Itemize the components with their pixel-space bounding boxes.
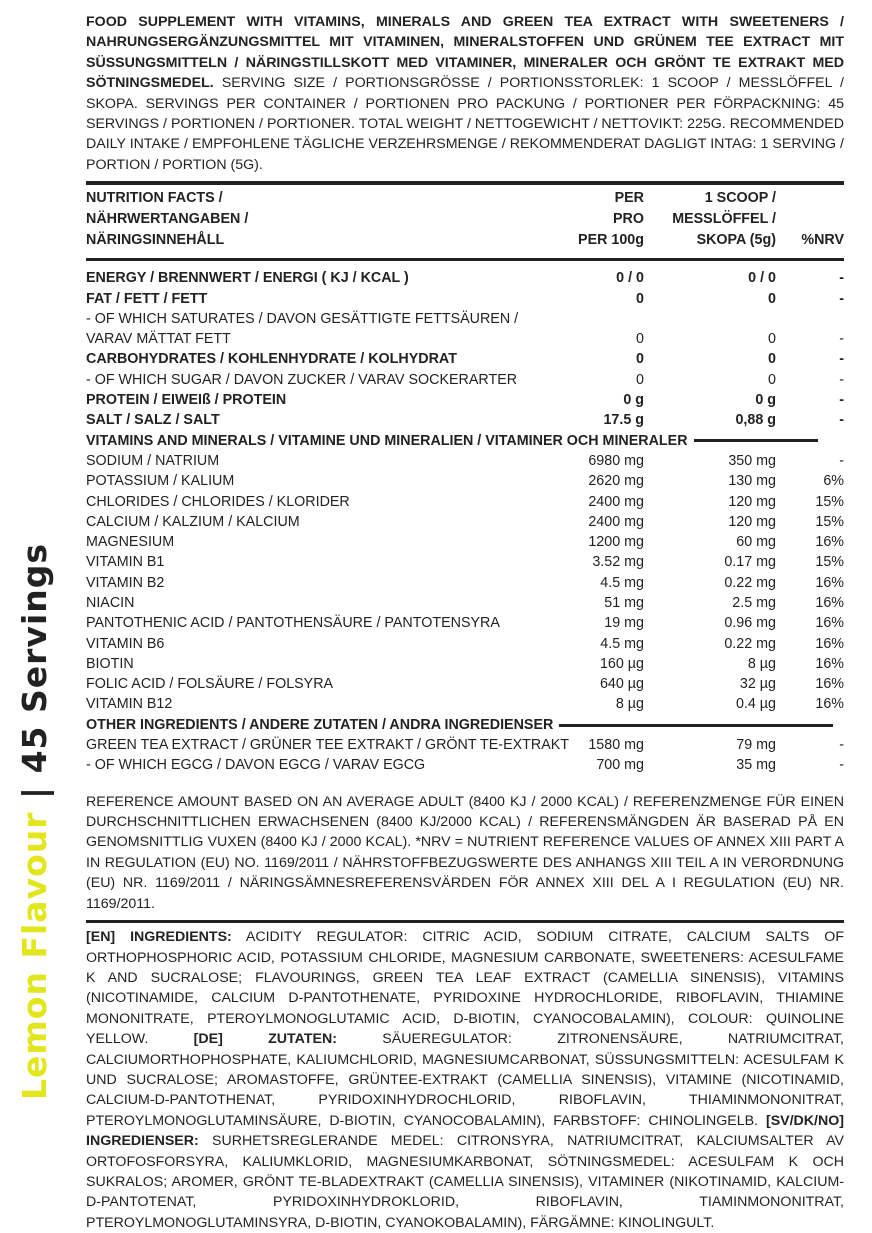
value-nrv: - — [839, 412, 844, 429]
value-per-scoop: 79 mg — [736, 737, 776, 754]
value-per-100g: 0 — [636, 371, 644, 388]
nutrition-row — [86, 634, 844, 654]
section-vitamins-minerals — [86, 431, 844, 451]
ingredients-de-label: [DE] ZUTATEN: — [193, 1031, 337, 1048]
nutrient-name: VITAMIN B1 — [86, 554, 165, 571]
value-per-scoop: 0.17 mg — [724, 554, 776, 571]
nutrient-name: NIACIN — [86, 595, 135, 611]
value-per-100g: 4.5 mg — [600, 635, 644, 652]
nutrition-row — [86, 512, 844, 532]
value-per-100g: 700 mg — [596, 757, 644, 774]
value-per-100g: 19 mg — [604, 615, 644, 632]
nutrient-name: FOLIC ACID / FOLSÄURE / FOLSYRA — [86, 676, 334, 693]
header-nutrition-facts: NUTRITION FACTS / NÄHRWERTANGABEN / NÄRINGSINNEHÅLL — [86, 190, 249, 249]
value-per-100g: 0 — [636, 290, 644, 307]
value-nrv: 6% — [823, 473, 844, 490]
value-per-scoop: 0,88 g — [735, 412, 776, 429]
value-nrv: - — [839, 757, 844, 774]
nutrient-name: ENERGY / BRENNWERT / ENERGI ( KJ / KCAL ) — [86, 260, 576, 289]
nutrient-name: - OF WHICH EGCG / DAVON EGCG / VARAV EGCG — [86, 757, 426, 774]
ingredients-sv: SURHETSREGLERANDE MEDEL: CITRONSYRA, NATRIUMCITRAT, KALCIUMSALTER AV ORTOFOSFORSYRA, KALIUMKLORID, MAGNESIUMKARBONAT, SÖTNINGSMEDEL: ACESULFAM K OCH SUKRALOS; AROMER, GRÖNT TE-BLADEXTRAKT (CAMELLIA SINENSIS), VITAMINER (NIKOTINAMID, KALCIUM-D-PANTOTENAT, PYRIDOXINHYDROKLORID, RIBOFLAVIN, TIAMINMONONITRAT, PTEROYLMONOGLUTAMINSYRA, D-BIOTIN, CYANOKOBALAMIN), FÄRGÄMNE: KINOLINGULT. — [86, 1133, 844, 1231]
nutrition-row — [86, 410, 844, 430]
nutrition-row — [86, 492, 844, 512]
header-nrv: %NRV — [801, 232, 844, 249]
nutrition-row — [86, 260, 844, 289]
value-per-scoop: 0 g — [755, 392, 776, 409]
nutrition-row — [86, 613, 844, 633]
side-separator: | — [15, 785, 54, 799]
nutrient-name: - OF WHICH SUGAR / DAVON ZUCKER / VARAV SOCKERARTER — [86, 371, 518, 388]
flavour-label: Lemon Flavour — [15, 811, 54, 1100]
value-per-scoop: 0.4 µg — [735, 696, 776, 713]
section-other-ingredients — [86, 715, 844, 735]
nutrition-row — [86, 532, 844, 552]
value-nrv: - — [839, 737, 844, 754]
value-nrv: - — [839, 290, 844, 307]
value-per-scoop: 32 µg — [739, 676, 776, 693]
value-per-100g: 4.5 mg — [600, 574, 644, 591]
value-per-100g: 2400 mg — [588, 513, 644, 530]
nutrient-name: VITAMIN B6 — [86, 635, 165, 652]
value-per-100g: 51 mg — [604, 595, 644, 611]
nutrition-row — [86, 349, 844, 369]
value-per-scoop: 350 mg — [728, 452, 776, 469]
value-nrv: 16% — [815, 696, 844, 713]
value-nrv: 16% — [815, 595, 844, 611]
section-vitamins-minerals-rule — [694, 439, 818, 442]
nutrient-name: SALT / SALZ / SALT — [86, 412, 220, 429]
nutrient-name: FAT / FETT / FETT — [86, 290, 208, 307]
value-per-100g: 1200 mg — [588, 534, 644, 551]
value-per-scoop: 120 mg — [728, 513, 776, 530]
value-per-scoop: 0 — [768, 331, 776, 348]
value-per-scoop: 120 mg — [728, 493, 776, 510]
nutrient-name: - OF WHICH SATURATES / DAVON GESÄTTIGTE FETTSÄUREN / — [86, 310, 519, 327]
value-per-100g: 3.52 mg — [592, 554, 644, 571]
nutrition-row — [86, 674, 844, 694]
nutrient-name: GREEN TEA EXTRACT / GRÜNER TEE EXTRAKT / GRÖNT TE-EXTRAKT — [86, 737, 570, 754]
value-per-scoop: 0.96 mg — [724, 615, 776, 632]
value-nrv: - — [776, 260, 844, 289]
nutrient-name: POTASSIUM / KALIUM — [86, 473, 235, 490]
nutrient-name: PANTOTHENIC ACID / PANTOTHENSÄURE / PANTOTENSYRA — [86, 615, 500, 632]
nutrient-name: CHLORIDES / CHLORIDES / KLORIDER — [86, 493, 350, 510]
nutrient-name: VITAMIN B2 — [86, 574, 165, 591]
value-per-scoop: 130 mg — [728, 473, 776, 490]
nutrient-name: SODIUM / NATRIUM — [86, 452, 220, 469]
value-per-scoop: 0 — [768, 351, 776, 368]
nutrition-row — [86, 573, 844, 593]
nutrient-name: VARAV MÄTTAT FETT — [86, 331, 231, 348]
section-other-ingredients-title: OTHER INGREDIENTS / ANDERE ZUTATEN / ANDRA INGREDIENSER — [86, 716, 554, 733]
value-per-100g: 6980 mg — [588, 452, 644, 469]
nutrition-row — [86, 390, 844, 410]
value-per-100g: 640 µg — [599, 676, 644, 693]
section-vitamins-minerals-title: VITAMINS AND MINERALS / VITAMINE UND MINERALIEN / VITAMINER OCH MINERALER — [86, 432, 688, 449]
value-per-100g: 8 µg — [615, 696, 644, 713]
label-content — [86, 12, 844, 1233]
ingredients-en-label: [EN] INGREDIENTS: — [86, 929, 232, 946]
value-per-100g — [576, 309, 644, 329]
nutrition-row — [86, 370, 844, 390]
value-nrv: 16% — [815, 574, 844, 591]
nutrition-row — [86, 329, 844, 349]
value-per-100g: 2400 mg — [588, 493, 644, 510]
section-other-ingredients-rule — [559, 724, 833, 727]
value-nrv: 16% — [815, 534, 844, 551]
nutrition-row — [86, 451, 844, 471]
nutrition-table-body — [86, 260, 844, 784]
nutrition-table — [86, 185, 844, 783]
nutrient-name: BIOTIN — [86, 655, 134, 672]
value-per-100g: 17.5 g — [603, 412, 644, 429]
nutrition-table-header — [86, 185, 844, 260]
value-per-scoop: 60 mg — [736, 534, 776, 551]
value-nrv: 15% — [815, 493, 844, 510]
nutrient-name: VITAMIN B12 — [86, 696, 173, 713]
side-label — [14, 542, 56, 1100]
value-nrv: 16% — [815, 635, 844, 652]
value-nrv: 16% — [815, 655, 844, 672]
nutrition-row — [86, 289, 844, 309]
nutrient-name: CALCIUM / KALZIUM / KALCIUM — [86, 513, 300, 530]
value-per-scoop: 0 — [768, 290, 776, 307]
value-nrv: - — [839, 331, 844, 348]
value-nrv: - — [839, 392, 844, 409]
value-per-100g: 2620 mg — [588, 473, 644, 490]
nutrition-row — [86, 654, 844, 674]
product-title: FOOD SUPPLEMENT WITH VITAMINS, MINERALS AND GREEN TEA EXTRACT WITH SWEETENERS / NAHRUNGSERGÄNZUNGSMITTEL MIT VITAMINEN, MINERALSTOFFEN UND GRÜNEM TEE EXTRACT MIT SÜSSUNGSMITTELN / NÄRINGSTILLSKOTT MED VITAMINER, MINERALER OCH GRÖNT TE EXTRAKT MED SÖTNINGSMEDEL. — [86, 14, 844, 92]
value-per-scoop: 8 µg — [747, 655, 776, 672]
ingredients-en: ACIDITY REGULATOR: CITRIC ACID, SODIUM CITRATE, CALCIUM SALTS OF ORTHOPHOSPHORIC ACID, POTASSIUM CHLORIDE, MAGNESIUM CARBONATE, SWEETENERS: ACESULFAME K AND SUCRALOSE; FLAVOURINGS, GREEN TEA LEAF EXTRACT (CAMELLIA SINENSIS), VITAMINS (NICOTINAMIDE, CALCIUM D-PANTOTHENATE, PYRIDOXINE HYDROCHLORIDE, RIBOFLAVIN, THIAMINE MONONITRATE, PTEROYLMONOGLUTAMIC ACID, D-BIOTIN, CYANOCOBALAMIN), COLOUR: QUINOLINE YELLOW. — [86, 929, 844, 1048]
value-per-100g: 0 — [636, 331, 644, 348]
value-per-scoop: 0.22 mg — [724, 635, 776, 652]
nutrition-row — [86, 309, 844, 329]
value-per-100g: 1580 mg — [588, 737, 644, 754]
value-nrv: - — [839, 371, 844, 388]
value-per-scoop: 0 — [768, 371, 776, 388]
nutrition-row — [86, 694, 844, 714]
serving-details: SERVING SIZE / PORTIONSGRÖSSE / PORTIONSSTORLEK: 1 SCOOP / MESSLÖFFEL / SKOPA. SERVINGS PER CONTAINER / PORTIONEN PRO PACKUNG / PORTIONER PER FÖRPACKNING: 45 SERVINGS / PORTIONEN / PORTIONER. TOTAL WEIGHT / NETTOGEWICHT / NETTOVIKT: 225G. RECOMMENDED DAILY INTAKE / EMPFOHLENE TÄGLICHE VERZEHRSMENGE / REKOMMENDERAT DAGLIGT INTAG: 1 SERVING / PORTION / PORTION (5G). — [86, 75, 844, 173]
ingredients-text — [86, 920, 844, 1233]
nutrition-row — [86, 552, 844, 572]
value-nrv: - — [839, 351, 844, 368]
nutrient-name: CARBOHYDRATES / KOHLENHYDRATE / KOLHYDRAT — [86, 351, 457, 368]
value-per-100g: 0 g — [623, 392, 644, 409]
value-nrv: - — [839, 452, 844, 469]
nutrition-row — [86, 735, 844, 755]
nutrition-row — [86, 755, 844, 783]
ingredients-sv-label: [SV/DK/NO] INGREDIENSER: — [86, 1112, 844, 1150]
header-per-100g: PER PRO PER 100g — [578, 190, 644, 249]
product-description — [86, 12, 844, 175]
value-nrv: 16% — [815, 676, 844, 693]
value-per-100g: 0 / 0 — [576, 260, 644, 289]
ingredients-de: SÄUEREGULATOR: ZITRONENSÄURE, NATRIUMCITRAT, CALCIUMORTHOPHOSPHATE, KALIUMCHLORID, MAGNESIUMCARBONAT, SÜSSUNGSMITTELN: ACESULFAM K UND SUCRALOSE; AROMASTOFFE, GRÜNTEE-EXTRAKT (CAMELLIA SINENSIS), VITAMINE (NICOTINAMID, CALCIUM-D-PANTOTHENAT, PYRIDOXINHYDROCHLORID, RIBOFLAVIN, THIAMINMONONITRAT, PTEROYLMONOGLUTAMINSÄURE, D-BIOTIN, CYANOCOBALAMIN), FARBSTOFF: CHINOLINGELB. — [86, 1031, 844, 1129]
value-per-scoop: 0 / 0 — [644, 260, 776, 289]
value-nrv: 15% — [815, 513, 844, 530]
value-per-100g: 0 — [636, 351, 644, 368]
nutrient-name: MAGNESIUM — [86, 534, 175, 551]
value-per-100g: 160 µg — [599, 655, 644, 672]
nutrient-name: PROTEIN / EIWEIß / PROTEIN — [86, 392, 287, 409]
value-per-scoop — [644, 309, 776, 329]
nutrition-row — [86, 593, 844, 613]
reference-note: REFERENCE AMOUNT BASED ON AN AVERAGE ADULT (8400 KJ / 2000 KCAL) / REFERENZMENGE FÜR EINEN DURCHSCHNITTLICHEN ERWACHSENEN (8400 KJ/2000 KCAL) / REFERENSMÄNGDEN ÄR BASERAD PÅ EN GENOMSNITTLIG VUXEN (8400 KJ / 2000 KCAL). *NRV = NUTRIENT REFERENCE VALUES OF ANNEX XIII PART A IN REGULATION (EU) NO. 1169/2011 / NÄHRSTOFFBEZUGSWERTE DES ANHANGS XIII TEIL A IN VERORDNUNG (EU) NR. 1169/2011 / NÄRINGSÄMNESREFERENSVÄRDEN FÖR ANNEX XIII DEL A I REGULATION (EU) NR. 1169/2011. — [86, 793, 844, 912]
label-footer — [86, 784, 844, 1233]
value-nrv: 16% — [815, 615, 844, 632]
value-nrv: 15% — [815, 554, 844, 571]
nutrition-row — [86, 471, 844, 491]
value-per-scoop: 2.5 mg — [732, 595, 776, 611]
header-per-scoop: 1 SCOOP / MESSLÖFFEL / SKOPA (5g) — [672, 190, 776, 249]
servings-label: 45 Servings — [15, 542, 54, 774]
side-label-text — [14, 542, 56, 1100]
value-per-scoop: 35 mg — [736, 757, 776, 774]
value-nrv — [776, 309, 844, 329]
value-per-scoop: 0.22 mg — [724, 574, 776, 591]
